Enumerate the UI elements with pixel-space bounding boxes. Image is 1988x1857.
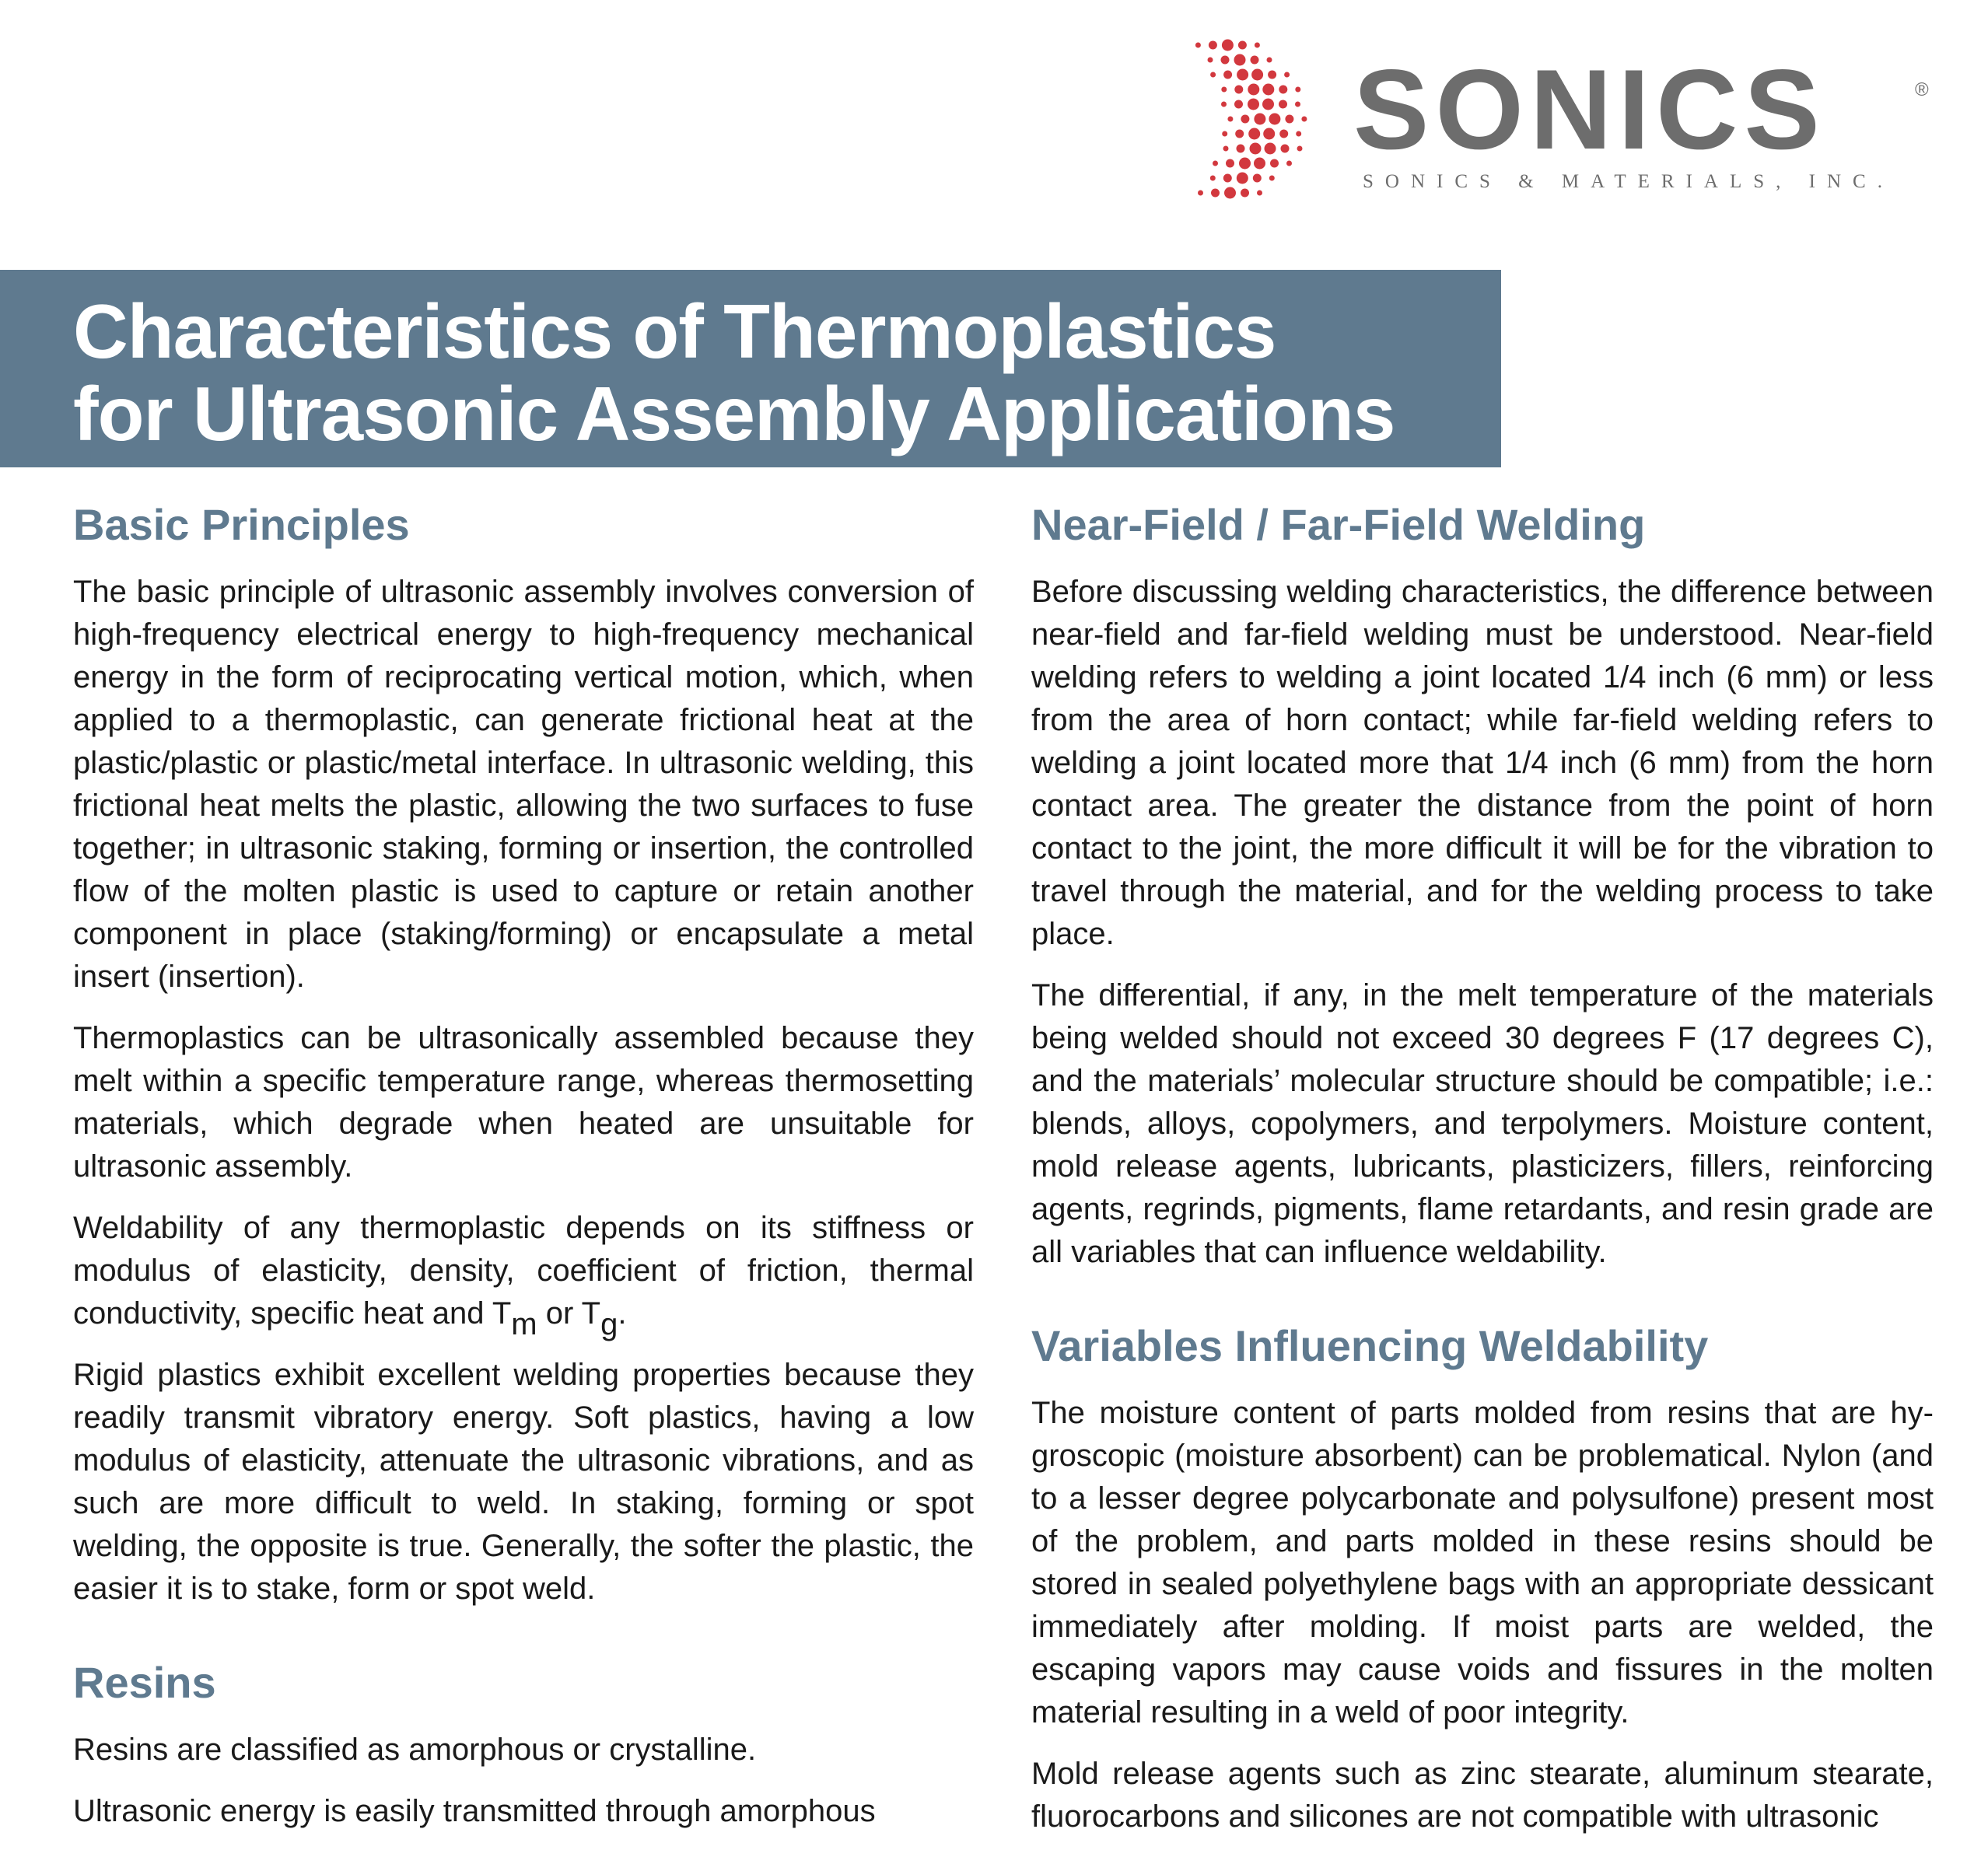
tm-symbol: $T_m$ <box>492 1296 537 1341</box>
logo-dot <box>1269 114 1280 125</box>
logo-dot <box>1253 174 1262 183</box>
logo-dot <box>1222 40 1234 51</box>
heading-near-far-field: Near-Field / Far-Field Welding <box>1031 500 1646 549</box>
logo-dot <box>1297 146 1303 152</box>
logo-dot <box>1248 99 1259 110</box>
logo-dot <box>1279 100 1287 109</box>
logo-dot <box>1254 158 1265 170</box>
paragraph-resins-classified: Resins are classified as amorphous or crystalline. <box>73 1733 757 1767</box>
logo-dot <box>1284 72 1290 78</box>
page-title-line-2: for Ultrasonic Assembly Applications <box>73 371 1395 456</box>
logo-dot <box>1295 87 1300 93</box>
weldability-text: Weldability of any thermoplastic depends on its stiffness or modulus of elasticity, density, coefficient of friction, thermal conductivity, specific heat and <box>73 1211 974 1331</box>
logo-dot <box>1269 176 1275 181</box>
logo-dot <box>1281 145 1290 153</box>
logo-dot <box>1237 173 1248 184</box>
sonics-logo <box>1190 39 1937 202</box>
paragraph-basic-principle: The basic principle of ultrasonic assembly involves conversion of high-frequency electrical energy to high-frequency mechanical energy in the form of reciprocating vertical motion, which, when applied to a thermoplastic, can generate frictional heat at the plastic/plastic or plastic/metal interface. In ultrasonic welding, this frictional heat melts the plastic, allowing the two surfaces to fuse together; in ultrasonic staking, forming or insertion, the controlled flow of the molten plastic is used to capture or retain another component in place (staking/forming) or encapsulate a metal insert (insertion). <box>73 575 974 994</box>
logo-dot <box>1234 100 1243 109</box>
logo-dot <box>1195 43 1201 48</box>
logo-dot <box>1223 174 1232 183</box>
paragraph-near-far-field: Before discussing welding characteristics, the difference between near-field and far-field welding must be understood. Near-field welding refers to welding a joint located 1/4 inch (6 mm) or less from the area of horn contact; while far-field welding refers to welding a joint located more that 1/4 inch (6 mm) from the horn contact area. The greater the distance from the point of horn contact to the joint, the more difficult it will be for the vibration to travel through the material, and for the welding process to take place. <box>1031 575 1934 951</box>
logo-dot <box>1262 84 1274 96</box>
logo-dot <box>1257 191 1262 196</box>
logo-dot <box>1267 58 1272 63</box>
logo-subtitle: SONICS & MATERIALS, INC. <box>1363 171 1894 192</box>
paragraph-moisture-content: The moisture content of parts molded from resins that are hygroscopic (moisture absorbent) can be problematical. Nylon (and to a lesser degree polycarbonate and polysulfone) present most of the problem, and parts molded in these resins should be stored in sealed polyethylene bags with an appropriate dessicant immediately after molding. If moist parts are welded, the escaping vapors may cause voids and fissures in the molten material resulting in a weld of poor integrity. <box>1031 1396 1934 1729</box>
logo-dot <box>1238 41 1247 50</box>
logo-dot <box>1235 130 1244 138</box>
logo-dot <box>1239 158 1251 170</box>
logo-dot <box>1263 128 1275 140</box>
heading-basic-principles: Basic Principles <box>73 500 410 549</box>
logo-dot <box>1211 189 1220 198</box>
logo-dot <box>1222 131 1227 137</box>
paragraph-weldability: Weldability of any thermoplastic depends on its stiffness or modulus of elasticity, density, coefficient of friction, thermal conductivity, specific heat and $T_m$ or $T_g$. <box>73 1211 974 1341</box>
logo-dot <box>1209 41 1217 50</box>
logo-dot <box>1221 56 1230 65</box>
left-column <box>73 498 974 1852</box>
logo-registered-mark: ® <box>1915 79 1929 100</box>
logo-wordmark: SONICS <box>1353 46 1826 173</box>
logo-dot <box>1210 72 1216 78</box>
logo-dot <box>1210 176 1216 181</box>
paragraph-resins-amorphous: Ultrasonic energy is easily transmitted through amorphous <box>73 1794 876 1828</box>
page-title <box>73 290 1395 455</box>
logo-dot <box>1255 43 1260 48</box>
logo-dot <box>1198 191 1203 196</box>
logo-dot <box>1268 71 1276 79</box>
logo-dot <box>1237 69 1248 81</box>
logo-dot <box>1251 56 1259 65</box>
logo-dot <box>1279 86 1287 94</box>
logo-dot <box>1208 58 1213 63</box>
logo-dot <box>1262 99 1274 110</box>
sonics-dot-mark-icon <box>1190 39 1307 202</box>
heading-variables-weldability: Variables Influencing Weldability <box>1031 1321 1709 1370</box>
tg-symbol: $T_g$ <box>581 1296 618 1341</box>
logo-dot <box>1223 71 1232 79</box>
logo-dot <box>1250 143 1262 155</box>
paragraph-mold-release: Mold release agents such as zinc stearate, aluminum stearate, fluorocarbons and silicones are not compatible with ultrasonic <box>1031 1757 1934 1834</box>
logo-dot <box>1296 131 1301 137</box>
title-banner <box>0 270 1501 467</box>
logo-dot <box>1221 102 1227 107</box>
logo-dot <box>1223 146 1229 152</box>
logo-dot <box>1241 189 1249 198</box>
logo-dot <box>1237 145 1245 153</box>
logo-dot <box>1234 86 1243 94</box>
heading-resins: Resins <box>73 1658 216 1707</box>
logo-dot <box>1301 117 1307 122</box>
logo-dot <box>1224 187 1236 199</box>
logo-dot <box>1248 128 1260 140</box>
logo-dot <box>1241 115 1249 124</box>
logo-dot <box>1227 117 1233 122</box>
logo-dot <box>1279 130 1288 138</box>
right-column <box>1031 498 1934 1857</box>
logo-dot <box>1286 161 1292 166</box>
logo-dot <box>1251 69 1263 81</box>
logo-dot <box>1213 161 1218 166</box>
logo-dot <box>1234 54 1246 66</box>
logo-dot <box>1226 159 1234 168</box>
paragraph-melt-differential: The differential, if any, in the melt temperature of the materials being welded should not exceed 30 degrees F (17 degrees C), and the materials’ molecular structure should be compatible; i.e.: blends, alloys, copolymers, and terpolymers. Moisture content, mold release agents, lubricants, plasticizers, fillers, reinforcing agents, regrinds, pigments, flame retardants, and resin grade are all variables that can influence weldability. <box>1031 978 1934 1269</box>
logo-dot <box>1248 84 1259 96</box>
logo-dot <box>1221 87 1227 93</box>
logo-dot <box>1270 159 1279 168</box>
logo-dot <box>1285 115 1293 124</box>
paragraph-thermoplastics: Thermoplastics can be ultrasonically assembled because they melt within a specific temperature range, whereas thermosetting materials, which degrade when heated are unsuitable for ultrasonic assembly. <box>73 1021 974 1184</box>
page-title-line-1: Characteristics of Thermoplastics <box>73 289 1276 374</box>
logo-dot <box>1265 143 1276 155</box>
logo-dot <box>1254 114 1265 125</box>
paragraph-rigid-plastics: Rigid plastics exhibit excellent welding properties because they readily transmit vibratory energy. Soft plastics, having a low modulus of elasticity, attenuate the ultrasonic vibrations, and as such are more difficult to weld. In staking, forming or spot welding, the opposite is true. Generally, the softer the plastic, the easier it is to stake, form or spot weld. <box>73 1358 974 1606</box>
logo-dot <box>1295 102 1300 107</box>
